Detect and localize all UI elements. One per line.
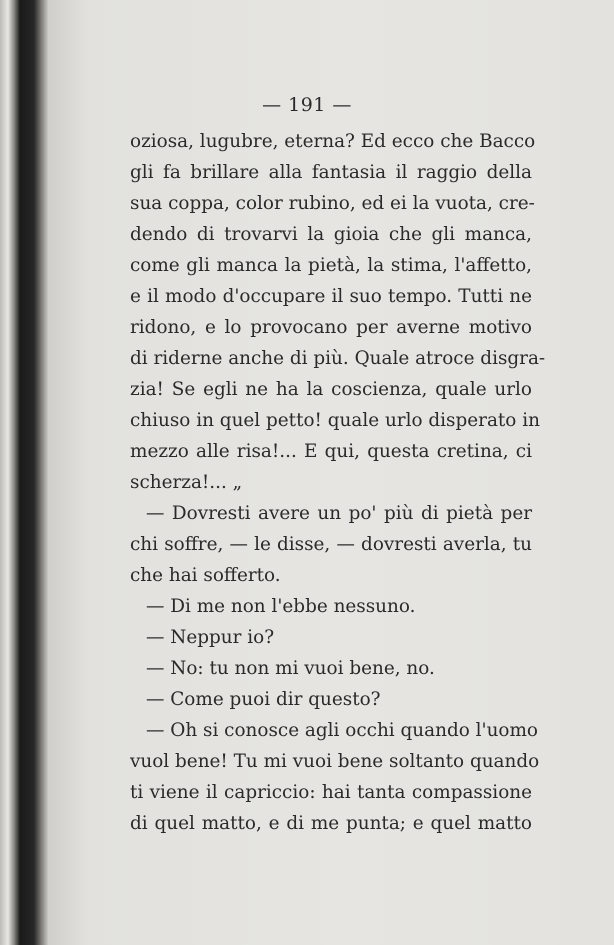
text-line: ti viene il capriccio: hai tanta compassione — [130, 782, 532, 803]
text-line: di riderne anche di più. Quale atroce disgra- — [130, 348, 546, 369]
text-line: sua coppa, color rubino, ed ei la vuota, cre- — [130, 193, 535, 214]
text-line: gli fa brillare alla fantasia il raggio della — [130, 162, 532, 183]
text-line: come gli manca la pietà, la stima, l'affetto, — [130, 255, 532, 276]
dialogue-line: — Di me non l'ebbe nessuno. — [146, 596, 416, 617]
dialogue-line: — Dovresti avere un po' più di pietà per — [146, 503, 532, 524]
text-line: mezzo alle risa!... E qui, questa cretina, ci — [130, 441, 532, 462]
text-line: oziosa, lugubre, eterna? Ed ecco che Bacco — [130, 131, 536, 152]
dialogue-line: — Oh si conosce agli occhi quando l'uomo — [146, 720, 538, 741]
text-line: dendo di trovarvi la gioia che gli manca, — [130, 224, 532, 245]
text-line: vuol bene! Tu mi vuoi bene soltanto quando — [130, 751, 540, 772]
dialogue-line: — Neppur io? — [146, 627, 275, 648]
text-line: e il modo d'occupare il suo tempo. Tutti ne — [130, 286, 532, 307]
text-line: ridono, e lo provocano per averne motivo — [130, 317, 532, 338]
body-text — [130, 126, 546, 839]
text-line: chi soffre, — le disse, — dovresti averla, tu — [130, 534, 532, 555]
text-line: zia! Se egli ne ha la coscienza, quale urlo — [130, 379, 532, 400]
dialogue-line: — Come puoi dir questo? — [146, 689, 381, 710]
book-spine — [0, 0, 48, 945]
text-line: scherza!... „ — [130, 472, 243, 493]
text-line: chiuso in quel petto! quale urlo disperato in — [130, 410, 540, 431]
text-line: che hai sofferto. — [130, 565, 281, 586]
dialogue-line: — No: tu non mi vuoi bene, no. — [146, 658, 435, 679]
page-number: — 191 — — [262, 94, 352, 116]
text-line: di quel matto, e di me punta; e quel matto — [130, 813, 532, 834]
